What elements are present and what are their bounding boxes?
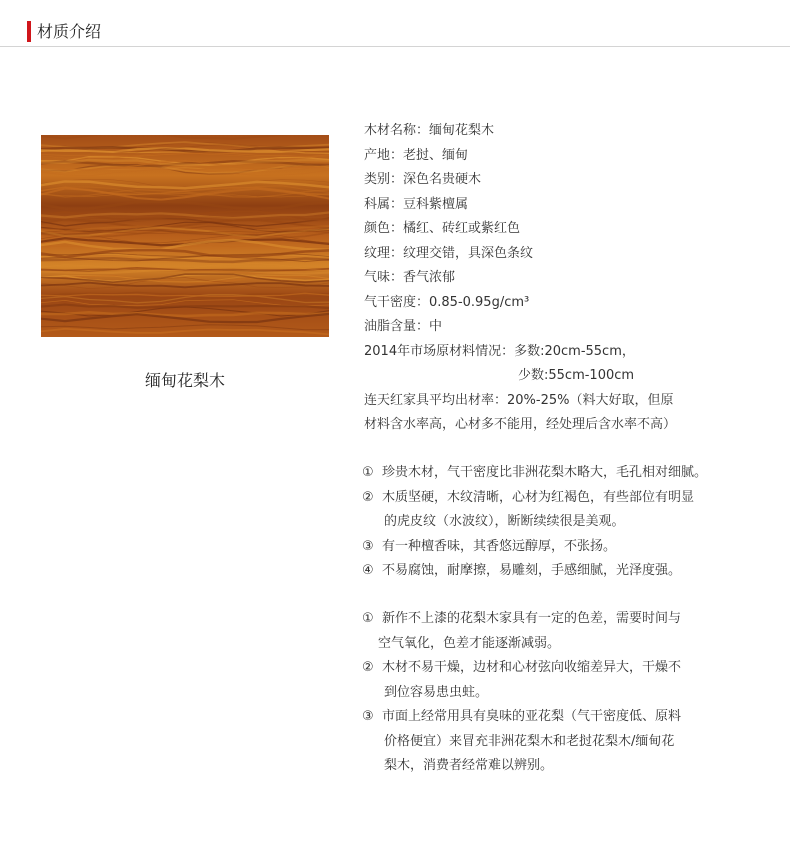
header-divider: [0, 46, 790, 47]
caution-text: 木材不易干燥，边材和心材弦向收缩差异大，干燥不: [382, 660, 682, 675]
feature-item: [362, 486, 742, 511]
spec-origin: 产地：老挝、缅甸: [364, 147, 469, 163]
caution-item: [362, 656, 742, 681]
feature-text: 有一种檀香味，其香悠远醇厚，不张扬。: [382, 538, 617, 554]
spec-color: 颜色：橘红、砖红或紫红色: [364, 221, 521, 236]
feature-number: ②: [362, 489, 374, 505]
feature-item: [362, 535, 742, 560]
feature-number: ①: [362, 465, 374, 480]
header-accent-bar: [27, 21, 31, 42]
caution-list: [362, 607, 742, 779]
feature-text: 木质坚硬，木纹清晰，心材为红褐色，有些部位有明显: [382, 489, 695, 505]
caution-item: [362, 607, 742, 632]
caution-text: 市面上经常用具有臭味的亚花梨（气干密度低、原料: [382, 709, 682, 724]
spec-family: 科属：豆科紫檀属: [364, 196, 469, 212]
feature-number: ③: [362, 538, 374, 554]
spec-oil: 油脂含量：中: [364, 319, 443, 334]
spec-market: 2014年市场原材料情况：多数:20cm-55cm，: [364, 343, 635, 359]
spec-list: [364, 119, 764, 438]
caution-text: 新作不上漆的花梨木家具有一定的色差，需要时间与: [382, 611, 682, 626]
caution-text-continued: 梨木，消费者经常难以辨别。: [384, 758, 554, 773]
caution-item: [362, 705, 742, 730]
spec-scent: 气味：香气浓郁: [364, 270, 456, 285]
section-header: [0, 0, 790, 47]
caution-number: ①: [362, 611, 374, 626]
spec-grain: 纹理：纹理交错，具深色条纹: [364, 245, 534, 261]
wood-grain-image: [41, 135, 329, 337]
wood-grain-texture: [41, 135, 329, 337]
spec-market-minority: 少数:55cm-100cm: [518, 368, 635, 383]
material-caption: 缅甸花梨木: [144, 371, 225, 390]
feature-item: [362, 461, 742, 486]
section-title: 材质介绍: [37, 22, 102, 41]
feature-number: ④: [362, 563, 374, 578]
feature-text: 珍贵木材，气干密度比非洲花梨木略大，毛孔相对细腻。: [382, 465, 708, 480]
caution-text-continued: 到位容易患虫蛀。: [384, 684, 489, 700]
caution-number: ③: [362, 709, 374, 724]
feature-text: 不易腐蚀，耐摩擦，易雕刻，手感细腻，光泽度强。: [382, 563, 682, 578]
caution-text-continued: 空气氧化，色差才能逐渐减弱。: [378, 635, 561, 651]
spec-yield: 连天红家具平均出材率：20%-25%（料大好取，但原: [364, 392, 674, 408]
caution-text-continued: 价格便宜）来冒充非洲花梨木和老挝花梨木/缅甸花: [384, 733, 675, 749]
feature-item: [362, 559, 742, 584]
feature-list: [362, 461, 742, 584]
caution-number: ②: [362, 660, 374, 675]
spec-name: 木材名称：缅甸花梨木: [364, 123, 495, 138]
spec-category: 类别：深色名贵硬木: [364, 172, 482, 187]
feature-text-continued: 的虎皮纹（水波纹），断断续续很是美观。: [384, 514, 625, 529]
spec-density: 气干密度：0.85-0.95g/cm³: [364, 294, 530, 310]
spec-yield-note: 材料含水率高，心材多不能用，经处理后含水率不高）: [364, 417, 677, 432]
